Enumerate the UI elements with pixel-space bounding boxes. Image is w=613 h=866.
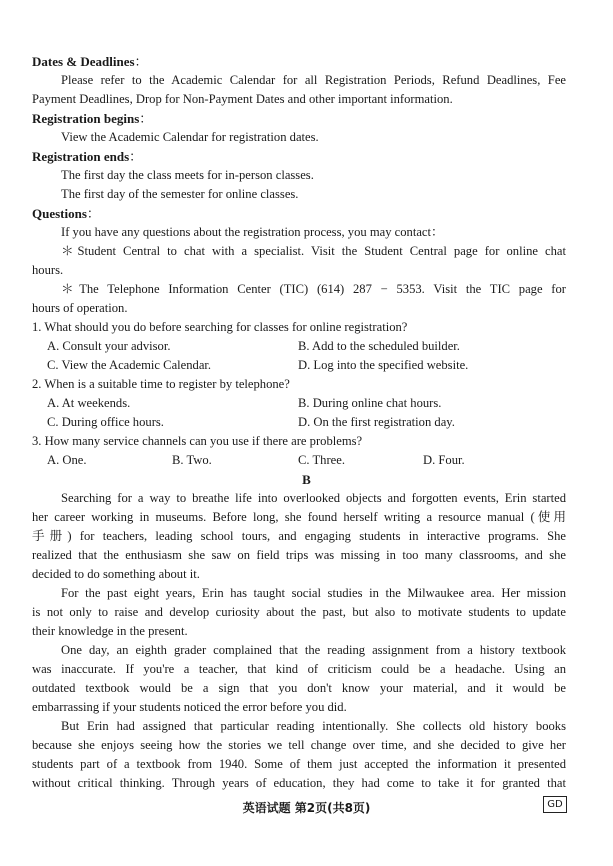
question-2-option-c[interactable]: C. During office hours. xyxy=(47,415,164,429)
bullet-1-line-1: ＊Student Central to chat with a specialist. Visit the Student Central page for online chat xyxy=(61,244,566,258)
passage-b-line: their knowledge in the present. xyxy=(32,624,188,638)
dates-text-line-1: Please refer to the Academic Calendar for all Registration Periods, Refund Deadlines, Fee xyxy=(61,73,566,87)
questions-text: If you have any questions about the registration process, you may contact： xyxy=(61,225,444,239)
question-2-stem: 2. When is a suitable time to register by telephone? xyxy=(32,377,290,391)
registration-begins-text: View the Academic Calendar for registration dates. xyxy=(61,130,319,144)
question-3-option-c[interactable]: C. Three. xyxy=(298,453,345,467)
passage-b-line: embarrassing if your students noticed the error before you did. xyxy=(32,700,347,714)
bullet-2-line-1: ＊The Telephone Information Center (TIC) (614) 287 − 5353. Visit the TIC page for xyxy=(61,282,566,296)
passage-b-line: 手册) for teachers, leading school tours, and engaging students in interactive programs. She xyxy=(32,529,566,543)
question-1-option-b[interactable]: B. Add to the scheduled builder. xyxy=(298,339,460,353)
passage-b-line: students part of a textbook from 1940. Some of them just accepted the information it presented xyxy=(32,757,566,771)
page-footer: 英语试题 第2页(共8页) xyxy=(242,801,371,815)
section-b-heading: B xyxy=(302,472,311,487)
question-3-option-a[interactable]: A. One. xyxy=(47,453,87,467)
passage-b-line: For the past eight years, Erin has taught social studies in the Milwaukee area. Her mission xyxy=(61,586,566,600)
registration-ends-text-1: The first day the class meets for in-person classes. xyxy=(61,168,314,182)
question-3-option-b[interactable]: B. Two. xyxy=(172,453,212,467)
question-3-stem: 3. How many service channels can you use if there are problems? xyxy=(32,434,363,448)
question-1-option-d[interactable]: D. Log into the specified website. xyxy=(298,358,469,372)
passage-b-line: her career working in museums. Before long, she found herself writing a resource manual (使用 xyxy=(32,510,566,524)
question-1-stem: 1. What should you do before searching for classes for online registration? xyxy=(32,320,408,334)
question-1-option-c[interactable]: C. View the Academic Calendar. xyxy=(47,358,212,372)
passage-b-line: Searching for a way to breathe life into overlooked objects and forgotten events, Erin started xyxy=(61,491,566,505)
bullet-2-line-2: hours of operation. xyxy=(32,301,128,315)
passage-b-line: because she enjoys seeing how the stories we tell change over time, and she decided to give her xyxy=(32,738,566,752)
question-2-option-b[interactable]: B. During online chat hours. xyxy=(298,396,442,410)
passage-b-line: was inaccurate. If you're a teacher, that kind of criticism could be a headache. Using an xyxy=(32,662,566,676)
questions-heading: Questions： xyxy=(32,206,100,221)
passage-b-line: realized that the enthusiasm she saw on field trips was missing in too many classrooms, and she xyxy=(32,548,566,562)
passage-b-line: One day, an eighth grader complained that the reading assignment from a history textbook xyxy=(61,643,566,657)
registration-ends-heading: Registration ends： xyxy=(32,149,143,164)
passage-b-line: without critical thinking. Through years of education, they had come to take it for granted that xyxy=(32,776,566,790)
registration-ends-text-2: The first day of the semester for online classes. xyxy=(61,187,299,201)
dates-heading: Dates & Deadlines： xyxy=(32,54,148,69)
passage-b-line: outdated textbook would be a sign that you don't know your material, and it would be xyxy=(32,681,566,695)
passage-b-line: is not only to raise and develop curiosity about the past, but also to motivate students to update xyxy=(32,605,566,619)
region-badge: GD xyxy=(543,796,567,813)
question-2-option-d[interactable]: D. On the first registration day. xyxy=(298,415,455,429)
question-3-option-d[interactable]: D. Four. xyxy=(423,453,465,467)
question-2-option-a[interactable]: A. At weekends. xyxy=(47,396,131,410)
registration-begins-heading: Registration begins： xyxy=(32,111,153,126)
passage-b-line: But Erin had assigned that particular reading intentionally. She collects old history books xyxy=(61,719,566,733)
bullet-1-line-2: hours. xyxy=(32,263,64,277)
passage-b-line: decided to do something about it. xyxy=(32,567,200,581)
dates-text-line-2: Payment Deadlines, Drop for Non-Payment Dates and other important information. xyxy=(32,92,453,106)
question-1-option-a[interactable]: A. Consult your advisor. xyxy=(47,339,171,353)
